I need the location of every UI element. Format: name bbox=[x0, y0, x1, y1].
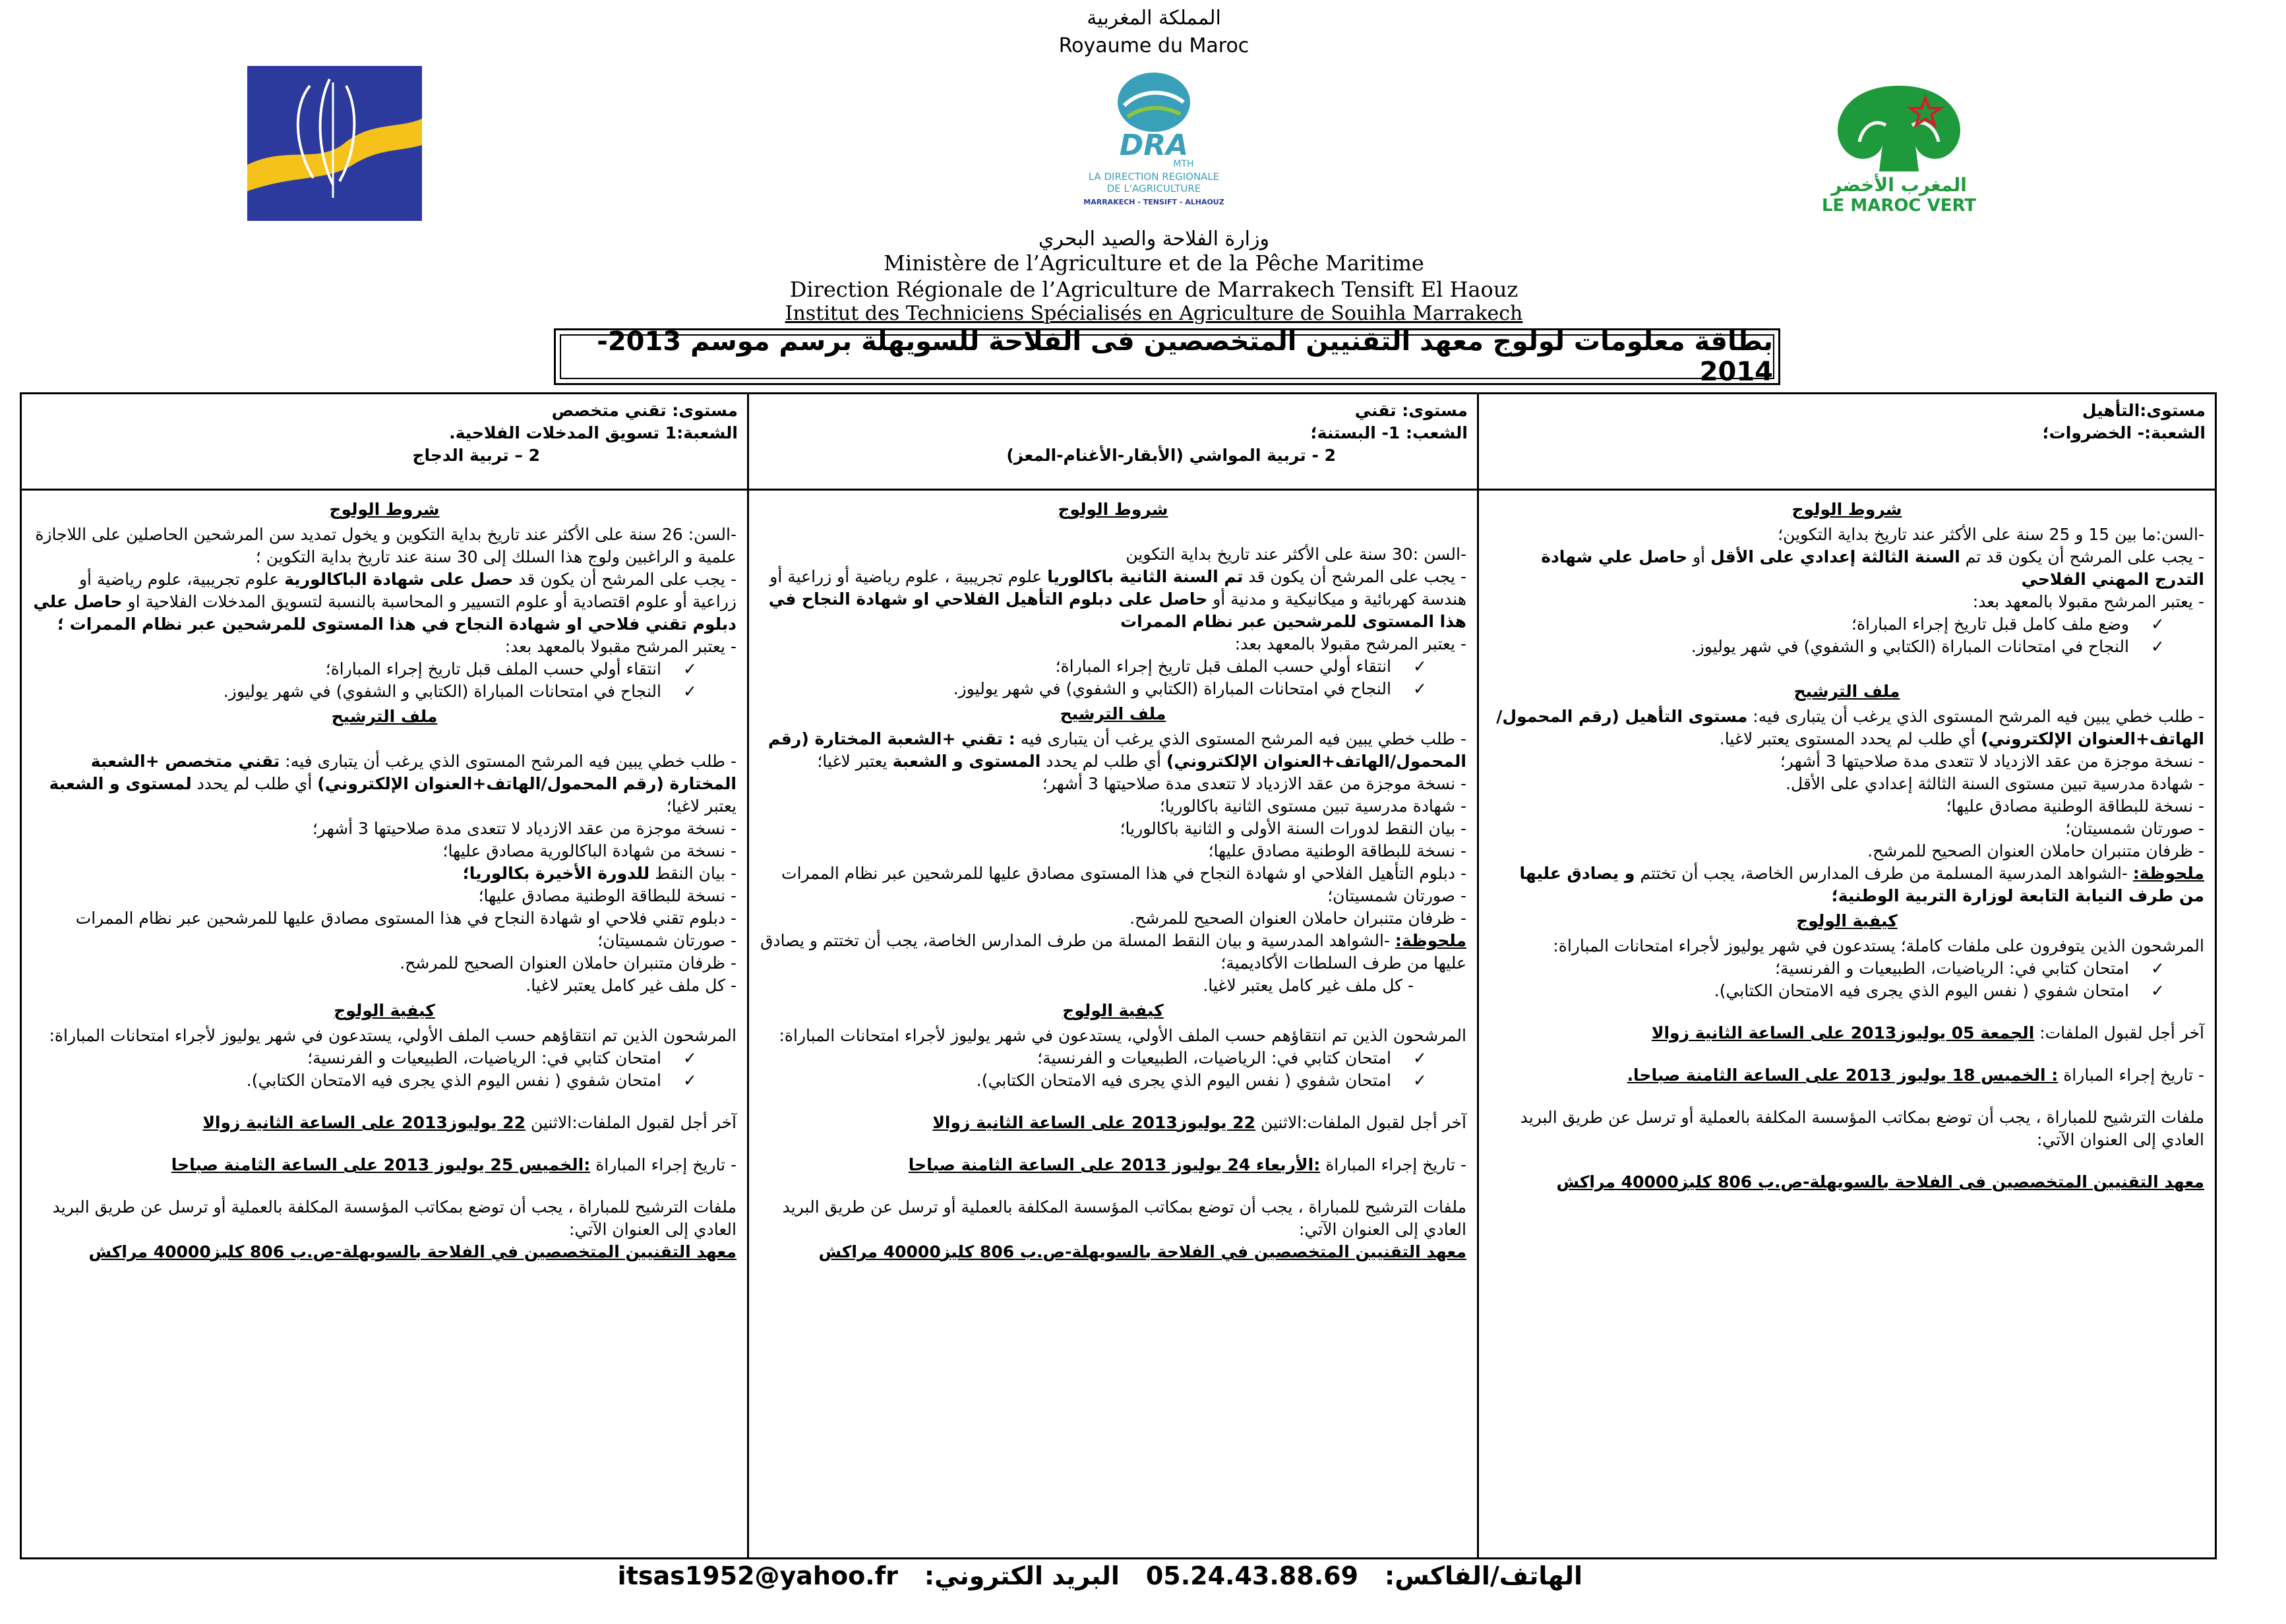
phone-label: الهاتف/الفاكس: bbox=[1385, 1561, 1582, 1590]
text: أو bbox=[1693, 547, 1706, 566]
file-item: - بيان النقط لدورات السنة الأولى و الثانية باكالوريا؛ bbox=[1120, 819, 1466, 838]
text: تقني متخصص +الشعبة المختارة (رقم المحمول/الهاتف+العنوان الإلكتروني) bbox=[90, 752, 737, 793]
text: للدورة الأخيرة بكالوريا؛ bbox=[462, 864, 650, 883]
file-item: - صورتان شمسيتان؛ bbox=[597, 931, 737, 950]
condition-level bbox=[760, 566, 1466, 633]
file-item: - شهادة مدرسية تبين مستوى السنة الثالثة إعدادي على الأقل. bbox=[1786, 774, 2204, 793]
email-address[interactable]: itsas1952@yahoo.fr bbox=[617, 1561, 898, 1590]
text: و يصادق عليها من طرف النيابة التابعة لوزارة التربية الوطنية؛ bbox=[1519, 864, 2204, 905]
text: - تاريخ إجراء المباراة bbox=[2063, 1066, 2204, 1085]
text: يعتبر لاغيا؛ bbox=[666, 797, 737, 816]
ministry-ar: وزارة الفلاحة والصيد البحري bbox=[1038, 227, 1269, 251]
file-item bbox=[760, 728, 1466, 773]
section-title: ملف الترشيح bbox=[1060, 704, 1166, 723]
address: معهد التقنيين المتخصصين في الفلاحة بالسويهلة-ص.ب 806 كليز40000 مراكش bbox=[88, 1242, 737, 1261]
level-label: مستوى: تقني bbox=[1354, 401, 1468, 420]
text: 22 يوليوز2013 على الساعة الثانية زوالا bbox=[202, 1113, 526, 1132]
branch-label: الشعبة:1 تسويق المدخلات الفلاحية. bbox=[449, 423, 738, 442]
check-item: ✓ امتحان شفوي ( نفس اليوم الذي يجرى فيه الامتحان الكتابي). bbox=[760, 1069, 1466, 1092]
file-item: - ظرفان متنبران حاملان العنوان الصحيح للمرشح. bbox=[400, 953, 737, 973]
file-item bbox=[1489, 706, 2204, 750]
deadline-files bbox=[760, 1112, 1466, 1134]
text: - طلب خطي يبين فيه المرشح المستوى الذي يرغب أن يتبارى فيه: bbox=[1753, 707, 2204, 726]
institute-fr: Institut des Techniciens Spécialisés en Agriculture de Souihla Marrakech bbox=[785, 302, 1523, 325]
maroc-vert-logo bbox=[1800, 73, 1998, 214]
kingdom-fr: Royaume du Maroc bbox=[1058, 34, 1249, 57]
dra-abbr: DRA bbox=[1119, 129, 1189, 162]
file-item: - دبلوم تقني فلاحي او شهادة النجاح في هذا المستوى مصادق عليها للمرشحين عبر نظام الممرات bbox=[75, 909, 737, 928]
dra-line1: LA DIRECTION REGIONALE bbox=[1088, 171, 1220, 183]
branch-label: 2 – تربية الدجاج bbox=[412, 446, 540, 465]
condition-accept: - يعتبر المرشح مقبولا بالمعهد بعد: bbox=[1234, 634, 1466, 653]
file-item: - دبلوم التأهيل الفلاحي او شهادة النجاح في هذا المستوى مصادق عليها للمرشحين عبر نظام الممرات bbox=[781, 864, 1466, 883]
file-item: - كل ملف غير كامل يعتبر لاغيا. bbox=[526, 976, 737, 995]
level-header bbox=[749, 394, 1477, 491]
level-label: مستوى: تقني متخصص bbox=[551, 401, 738, 420]
direction-fr: Direction Régionale de l’Agriculture de Marrakech Tensift El Haouz bbox=[789, 277, 1519, 302]
text: :الأربعاء 24 يوليوز 2013 على الساعة الثامنة صباحا bbox=[908, 1155, 1321, 1174]
kingdom-ar: المملكة المغربية bbox=[1087, 7, 1221, 30]
branch-label: الشعب: 1- البستنة؛ bbox=[1310, 423, 1468, 442]
condition-level bbox=[1489, 546, 2204, 591]
text: تم السنة الثانية باكالوريا bbox=[1047, 567, 1244, 586]
text: مستوى التأهيل (رقم المحمول/الهاتف+العنوان الإلكتروني) bbox=[1496, 707, 2204, 748]
file-item: - نسخة من شهادة الباكالورية مصادق عليها؛ bbox=[442, 841, 737, 860]
maroc-vert-ar: المغرب الأخضر bbox=[1831, 174, 1967, 196]
text: - تاريخ إجراء المباراة bbox=[1325, 1155, 1466, 1174]
section-title: شروط الولوج bbox=[1058, 500, 1168, 519]
text: :الخميس 25 يوليوز 2013 على الساعة الثامنة صباحا bbox=[171, 1155, 591, 1174]
section-title: ملف الترشيح bbox=[1793, 682, 1900, 701]
note-label: ملحوظة: bbox=[1395, 931, 1466, 950]
branch-label: 2 - تربية المواشي (الأبقار-الأغنام-المعز) bbox=[1006, 446, 1336, 465]
condition-level bbox=[32, 568, 737, 636]
text: : الخميس 18 يوليوز 2013 على الساعة الثامنة صباحا. bbox=[1627, 1066, 2059, 1085]
maroc-vert-fr: LE MAROC VERT bbox=[1821, 196, 1977, 214]
text: آخر أجل لقبول الملفات: bbox=[2039, 1023, 2204, 1042]
note bbox=[1489, 862, 2204, 907]
check-item: ✓ النجاح في امتحانات المباراة (الكتابي و الشفوي) في شهر يوليوز. bbox=[760, 678, 1466, 700]
how-item: المرشحون الذين يتوفرون على ملفات كاملة؛ يستدعون في شهر يوليوز لأجراء امتحانات المباراة: bbox=[1553, 936, 2204, 955]
check-item: ✓ انتقاء أولي حسب الملف قبل تاريخ إجراء المباراة؛ bbox=[32, 658, 737, 680]
check-item: ✓ انتقاء أولي حسب الملف قبل تاريخ إجراء المباراة؛ bbox=[760, 655, 1466, 678]
branch-label: الشعبة:- الخضروات؛ bbox=[2042, 423, 2206, 442]
text: 22 يوليوز2013 على الساعة الثانية زوالا bbox=[932, 1113, 1255, 1132]
level-header bbox=[22, 394, 747, 491]
column-qualification bbox=[1479, 394, 2215, 1557]
section-title: كيفية الولوج bbox=[1796, 911, 1898, 930]
check-item: ✓ وضع ملف كامل قبل تاريخ إجراء المباراة؛ bbox=[1489, 613, 2204, 636]
text: - يجب على المرشح أن يكون قد bbox=[518, 570, 737, 589]
column-body bbox=[22, 491, 747, 1269]
column-technician bbox=[747, 394, 1479, 1557]
file-item bbox=[32, 862, 737, 885]
file-item: - شهادة مدرسية تبين مستوى الثانية باكالوريا؛ bbox=[1159, 797, 1466, 816]
level-label: مستوى:التأهيل bbox=[2082, 401, 2206, 420]
section-title: شروط الولوج bbox=[1791, 500, 1902, 519]
address: معهد التقنيين المتخصصين فى الفلاحة بالسويهلة-ص.ب 806 كليز40000 مراكش bbox=[1556, 1172, 2204, 1191]
text: حاصل علي شهادة التدرج المهني الفلاحي bbox=[1541, 547, 2204, 589]
level-header bbox=[1479, 394, 2215, 491]
text: أي طلب لم يحدد المستوى يعتبر لاغيا. bbox=[1719, 729, 1976, 748]
text: آخر أجل لقبول الملفات:الاثنين bbox=[1260, 1113, 1466, 1132]
condition-age: -السن:ما بين 15 و 25 سنة على الأكثر عند تاريخ بداية التكوين؛ bbox=[1778, 525, 2204, 544]
text: - بيان النقط bbox=[655, 864, 737, 883]
check-item: ✓ النجاح في امتحانات المباراة (الكتابي و الشفوي) في شهر يوليوز. bbox=[32, 680, 737, 703]
text: علوم تجريبية ، علوم رياضية أو زراعية أو هندسة كهربائية و ميكانيكية و مدنية أو bbox=[769, 567, 1466, 609]
ministry-fr: Ministère de l’Agriculture et de la Pêche Maritime bbox=[884, 251, 1424, 276]
text: يعتبر لاغيا؛ bbox=[817, 752, 887, 771]
section-title: كيفية الولوج bbox=[334, 1001, 435, 1020]
section-title: شروط الولوج bbox=[329, 500, 440, 519]
file-item: - نسخة موجزة من عقد الازدياد لا تتعدى مدة صلاحيتها 3 أشهر؛ bbox=[1780, 752, 2204, 771]
dra-line3: MARRAKECH - TENSIFT - ALHAOUZ bbox=[1083, 198, 1224, 206]
deadline-exam bbox=[760, 1154, 1466, 1176]
text: حصل على شهادة الباكالورية bbox=[284, 570, 514, 589]
text: - يجب على المرشح أن يكون قد تم bbox=[1965, 547, 2204, 566]
check-item: ✓ امتحان شفوي ( نفس اليوم الذي يجرى فيه الامتحان الكتابي). bbox=[1489, 980, 2204, 1002]
condition-accept: - يعتبر المرشح مقبولا بالمعهد بعد: bbox=[1972, 592, 2204, 611]
condition-age: -السن: 26 سنة على الأكثر عند تاريخ بداية التكوين و يخول تمديد سن المرشحين الحاصلين على اللاجازة علمية و الراغبين ولوج هذا السلك إلى 30 سنة عند تاريخ بداية التكوين ؛ bbox=[35, 525, 737, 566]
note: - كل ملف غير كامل يعتبر لاغيا. bbox=[1203, 976, 1414, 995]
text: أي طلب لم يحدد bbox=[1046, 752, 1162, 771]
check-item: ✓ النجاح في امتحانات المباراة (الكتابي و الشفوي) في شهر يوليوز. bbox=[1489, 636, 2204, 658]
text: آخر أجل لقبول الملفات:الاثنين bbox=[530, 1113, 737, 1132]
file-item: - نسخة للبطاقة الوطنية مصادق عليها؛ bbox=[478, 886, 737, 905]
text: علوم تجريبية، علوم رياضية أو زراعية أو علوم اقتصادية أو علوم التسيير و المحاسبة بالنسبة لتسويق المدخلات الفلاحية او bbox=[78, 570, 737, 611]
text: لمستوى و الشعبة bbox=[49, 774, 192, 793]
text: - طلب خطي يبين فيه المرشح المستوى الذي يرغب أن يتبارى فيه bbox=[1020, 729, 1466, 748]
file-item: - ظرفان متنبران حاملان العنوان الصحيح للمرشح. bbox=[1129, 909, 1466, 928]
note bbox=[760, 930, 1466, 975]
deadline-files bbox=[32, 1112, 737, 1134]
text: : تقني +الشعبة المختارة (رقم المحمول/الهاتف+العنوان الإلكتروني) bbox=[767, 729, 1466, 771]
text: حاصل علي دبلوم تقني فلاحي او شهادة النجاح في هذا المستوى للمرشحين عبر نظام الممرات ؛ bbox=[33, 592, 737, 634]
submission-note: ملفات الترشيح للمباراة ، يجب أن توضع بمكاتب المؤسسة المكلفة بالعملية أو ترسل عن طريق البريد العادي إلى العنوان الآتي: bbox=[1520, 1108, 2204, 1149]
submission-note: ملفات الترشيح للمباراة ، يجب أن توضع بمكاتب المؤسسة المكلفة بالعملية أو ترسل عن طريق البريد العادي إلى العنوان الآتي: bbox=[52, 1197, 737, 1239]
info-table bbox=[20, 392, 2217, 1559]
column-body bbox=[1479, 491, 2215, 1199]
deadline-files bbox=[1489, 1022, 2204, 1044]
column-specialized-technician bbox=[22, 394, 747, 1557]
how-item: المرشحون الذين تم انتقاؤهم حسب الملف الأولي، يستدعون في شهر يوليوز لأجراء امتحانات المباراة: bbox=[49, 1026, 737, 1045]
file-item: - نسخة موجزة من عقد الازدياد لا تتعدى مدة صلاحيتها 3 أشهر؛ bbox=[312, 819, 737, 838]
institute-logo bbox=[247, 66, 422, 221]
file-item: - ظرفان متنبران حاملان العنوان الصحيح للمرشح. bbox=[1867, 841, 2204, 860]
address: معهد التقنيين المتخصصين في الفلاحة بالسويهلة-ص.ب 806 كليز40000 مراكش bbox=[818, 1242, 1466, 1261]
dra-sub: MTH bbox=[1173, 159, 1194, 169]
check-item: ✓ امتحان كتابي في: الرياضيات، الطبيعيات و الفرنسية؛ bbox=[760, 1047, 1466, 1069]
file-item: - صورتان شمسيتان؛ bbox=[2065, 819, 2204, 838]
text: المستوى و الشعبة bbox=[892, 752, 1041, 771]
file-item bbox=[32, 750, 737, 818]
phone-number: 05.24.43.88.69 bbox=[1145, 1561, 1359, 1590]
note-label: ملحوظة: bbox=[2132, 864, 2204, 883]
section-title: ملف الترشيح bbox=[331, 707, 438, 726]
text: الجمعة 05 يوليوز2013 على الساعة الثانية زوالا bbox=[1651, 1023, 2035, 1042]
how-item: المرشحون الذين تم انتقاؤهم حسب الملف الأولي، يستدعون في شهر يوليوز لأجراء امتحانات المباراة: bbox=[779, 1026, 1466, 1045]
condition-accept: - يعتبر المرشح مقبولا بالمعهد بعد: bbox=[504, 637, 737, 656]
condition-age: -السن :30 سنة على الأكثر عند تاريخ بداية التكوين bbox=[1126, 545, 1466, 564]
dra-logo bbox=[1068, 69, 1240, 214]
text: - تاريخ إجراء المباراة bbox=[595, 1155, 737, 1174]
text: السنة الثالثة إعدادي على الأقل bbox=[1710, 547, 1960, 566]
text: -الشواهد المدرسية و بيان النقط المسلة من طرف المدارس الخاصة، يجب أن تختتم و يصادق عليها من طرف السلطات الأكاديمية؛ bbox=[760, 931, 1466, 973]
page-title: بطاقة معلومات لولوج معهد التقنيين المتخصصين فى الفلاحة للسويهلة برسم موسم 2013-2014 bbox=[560, 334, 1774, 379]
text: - يجب على المرشح أن يكون قد bbox=[1248, 567, 1466, 586]
title-box bbox=[554, 328, 1780, 385]
email-label: البريد الكتروني: bbox=[924, 1561, 1120, 1590]
text: أي طلب لم يحدد bbox=[196, 774, 313, 793]
section-title: كيفية الولوج bbox=[1062, 1001, 1164, 1020]
dra-line2: DE L'AGRICULTURE bbox=[1106, 183, 1201, 195]
submission-note: ملفات الترشيح للمباراة ، يجب أن توضع بمكاتب المؤسسة المكلفة بالعملية أو ترسل عن طريق البريد العادي إلى العنوان الآتي: bbox=[782, 1197, 1466, 1239]
file-item: - نسخة للبطاقة الوطنية مصادق عليها؛ bbox=[1946, 797, 2204, 816]
footer-contact bbox=[617, 1561, 1582, 1590]
check-item: ✓ امتحان كتابي في: الرياضيات، الطبيعيات و الفرنسية؛ bbox=[1489, 957, 2204, 980]
text: -الشواهد المدرسية المسلمة من طرف المدارس الخاصة، يجب أن تختتم bbox=[1640, 864, 2128, 883]
check-item: ✓ امتحان كتابي في: الرياضيات، الطبيعيات و الفرنسية؛ bbox=[32, 1047, 737, 1069]
text: - طلب خطي يبين فيه المرشح المستوى الذي يرغب أن يتبارى فيه: bbox=[285, 752, 737, 771]
file-item: - صورتان شمسيتان؛ bbox=[1327, 886, 1466, 905]
column-body bbox=[749, 491, 1477, 1269]
file-item: - نسخة موجزة من عقد الازدياد لا تتعدى مدة صلاحيتها 3 أشهر؛ bbox=[1042, 774, 1466, 793]
deadline-exam bbox=[32, 1154, 737, 1176]
deadline-exam bbox=[1489, 1064, 2204, 1087]
text: حاصل على دبلوم التأهيل الفلاحي او شهادة النجاح في هذا المستوى للمرشحين عبر نظام الممرات bbox=[768, 589, 1466, 631]
file-item: - نسخة للبطاقة الوطنية مصادق عليها؛ bbox=[1208, 841, 1466, 860]
check-item: ✓ امتحان شفوي ( نفس اليوم الذي يجرى فيه الامتحان الكتابي). bbox=[32, 1069, 737, 1092]
